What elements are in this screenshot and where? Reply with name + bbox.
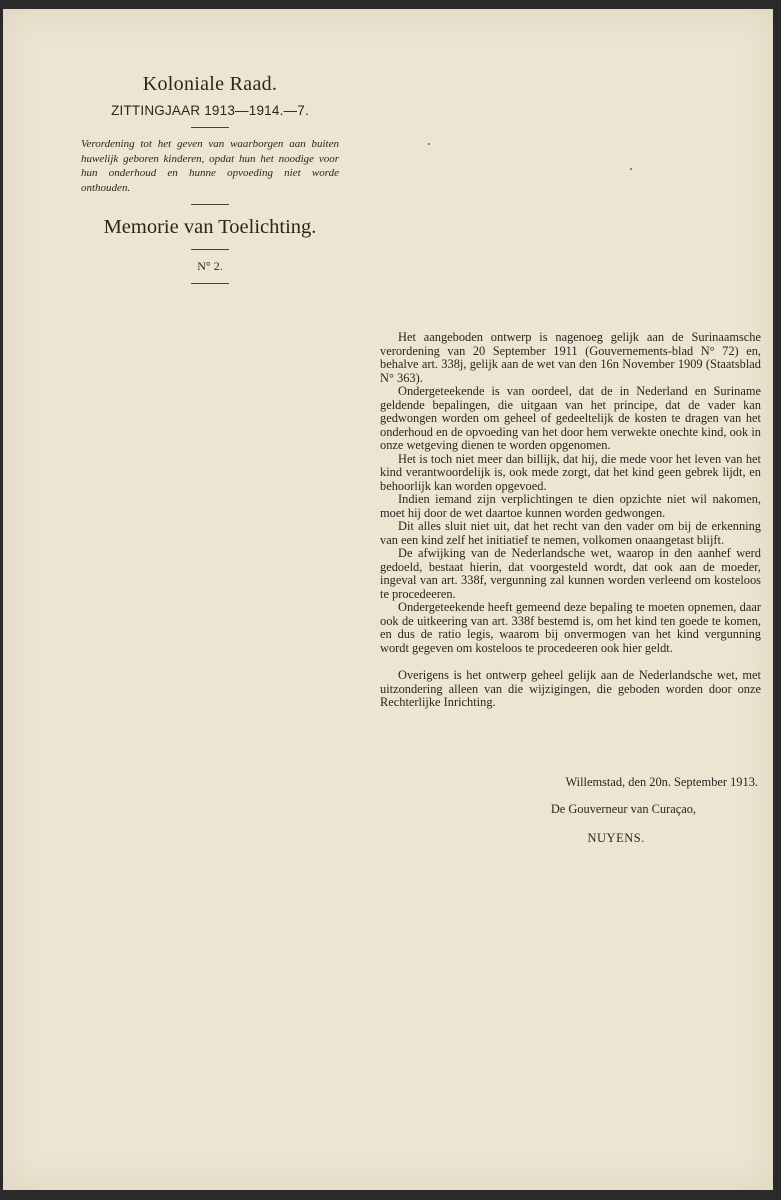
ordinance-description: Verordening tot het geven van waarborgen aan buiten huwelijk geboren kinderen, opdat hun het noodige voor hun onderhoud en hunne opvoeding niet worde onthouden. xyxy=(81,138,339,194)
paper-speck xyxy=(630,168,632,170)
divider xyxy=(191,249,229,250)
divider xyxy=(191,127,229,128)
divider xyxy=(191,283,229,284)
paragraph: Dit alles sluit niet uit, dat het recht van den vader om bij de erkenning van een kind zelf het initiatief te nemen, volkomen onaangetast blijft. xyxy=(380,519,761,547)
session-year: ZITTINGJAAR 1913—1914.—7. xyxy=(111,103,309,118)
document-type: Memorie van Toelichting. xyxy=(103,216,317,238)
paragraph: Indien iemand zijn verplichtingen te dien opzichte niet wil nakomen, moet hij door de wet daartoe kunnen worden gedwongen. xyxy=(380,492,761,520)
divider xyxy=(191,204,229,205)
paper-speck xyxy=(428,143,430,145)
governor-title: De Gouverneur van Curaçao, xyxy=(550,802,696,816)
explanatory-text xyxy=(380,331,761,710)
paragraph: De afwijking van de Nederlandsche wet, waarop in den aanhef werd gedoeld, bestaat hierin, dat voorgesteld wordt, dat ook aan de moeder, ingeval van art. 338f, vergunning zal kunnen worden verleend om kosteloos te procedeeren. xyxy=(380,546,761,601)
paragraph: Overigens is het ontwerp geheel gelijk aan de Nederlandsche wet, met uitzondering alleen van die wijzigingen, die geboden worden door onze Rechterlijke Inrichting. xyxy=(380,668,761,709)
paragraph: Ondergeteekende is van oordeel, dat de in Nederland en Suriname geldende bepalingen, die uitgaan van het principe, dat de vader kan gedwongen worden om geheel of gedeeltelijk de kosten te dragen van het onderhoud en de opvoeding van het door hem verwekte onechte kind, ook in onze wetgeving dienen te worden opgenomen. xyxy=(380,384,761,452)
governor-name: NUYENS. xyxy=(587,831,645,845)
paragraph: Het aangeboden ontwerp is nagenoeg gelijk aan de Surinaamsche verordening van 20 September 1911 (Gouvernements-blad N° 72) en, behalve art. 338j, gelijk aan de wet van den 16n November 1909 (Staatsblad N° 363). xyxy=(380,330,761,385)
place-date: Willemstad, den 20n. September 1913. xyxy=(565,775,758,789)
header-block xyxy=(77,71,343,293)
paragraph: Het is toch niet meer dan billijk, dat hij, die mede voor het leven van het kind verantwoordelijk is, ook mede zorgt, dat het kind geen gebrek lijdt, en behoorlijk kan worden opgevoed. xyxy=(380,451,761,493)
document-number: N° 2. xyxy=(197,259,223,273)
paragraph: Ondergeteekende heeft gemeend deze bepaling te moeten opnemen, daar ook de uitkeering van art. 338f bestemd is, om het kind ten goede te komen, en dus de ratio legis, waarom bij onvermogen van het kind vergunning wordt gegeven om kosteloos te procedeeren ook hier geldt. xyxy=(380,600,761,655)
document-page xyxy=(3,9,773,1190)
council-title: Koloniale Raad. xyxy=(142,73,278,95)
